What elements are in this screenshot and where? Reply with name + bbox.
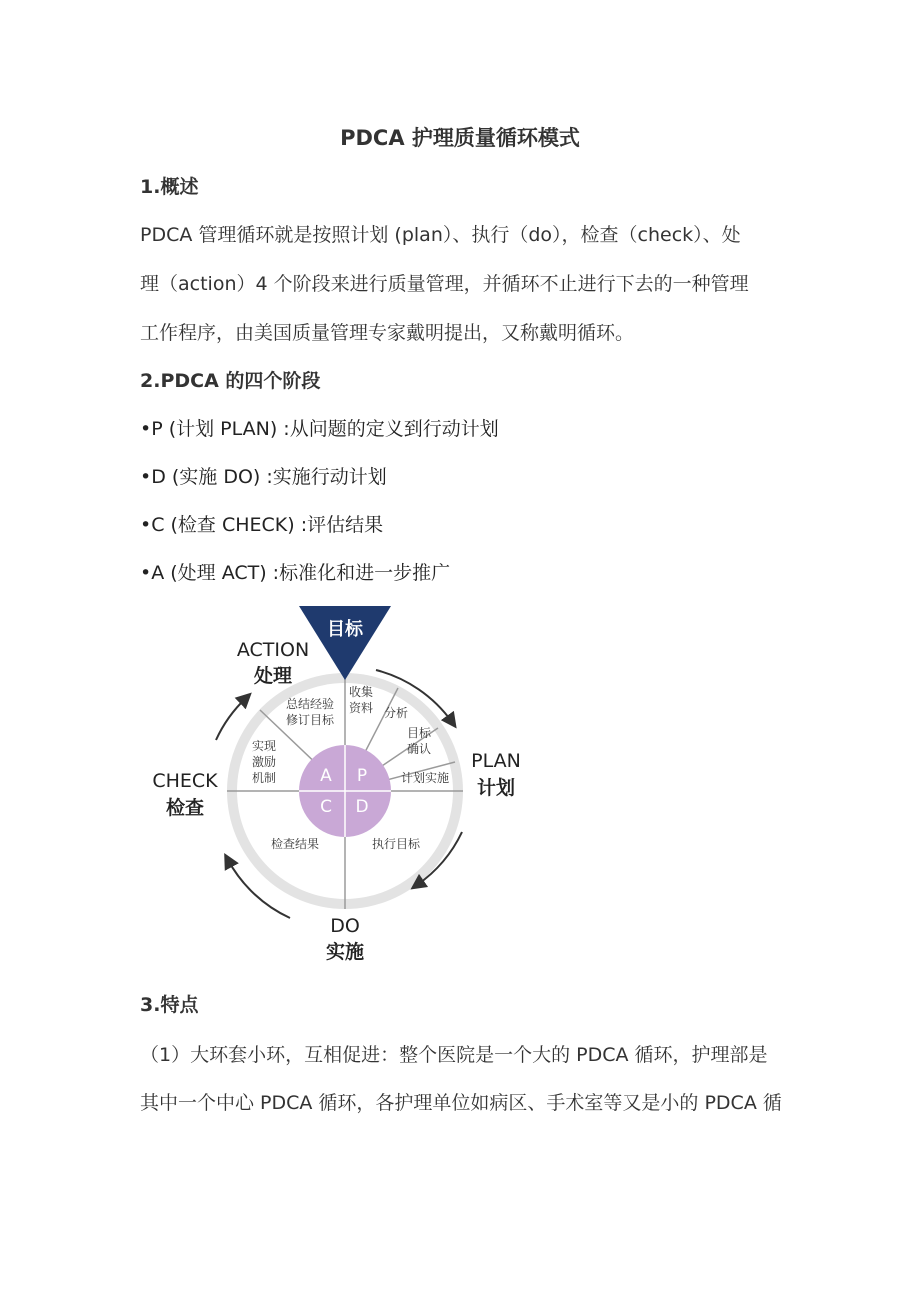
phase-action-cn: 处理 — [253, 665, 293, 687]
section-heading-features: 3.特点 — [140, 994, 199, 1016]
bullet-plan: •P (计划 PLAN) :从问题的定义到行动计划 — [140, 418, 499, 440]
paragraph-line: 工作程序，由美国质量管理专家戴明提出，又称戴明循环。 — [140, 322, 635, 344]
center-letter-c: C — [320, 797, 332, 817]
paragraph-line: （1）大环套小环，互相促进：整个医院是一个大的 PDCA 循环，护理部是 — [140, 1044, 768, 1066]
segment-check-result: 检查结果 — [270, 837, 320, 851]
arrow-to-action — [216, 698, 246, 740]
segment-confirm-1: 目标 — [406, 726, 432, 740]
phase-check-cn: 检查 — [165, 797, 205, 819]
section-heading-stages: 2.PDCA 的四个阶段 — [140, 370, 321, 392]
segment-analyze: 分析 — [383, 706, 409, 720]
segment-summary-2: 修订目标 — [285, 713, 335, 727]
page-title: PDCA 护理质量循环模式 — [340, 126, 580, 150]
segment-incentive-3: 机制 — [251, 771, 277, 785]
phase-plan-en: PLAN — [471, 750, 521, 772]
paragraph-line: 理（action）4 个阶段来进行质量管理，并循环不止进行下去的一种管理 — [140, 273, 749, 295]
segment-summary-1: 总结经验 — [285, 697, 335, 711]
segment-exec-goal: 执行目标 — [371, 837, 421, 851]
pdca-diagram — [140, 600, 540, 970]
segment-collect-2: 资料 — [348, 701, 374, 715]
phase-action-en: ACTION — [236, 639, 310, 661]
center-letter-p: P — [356, 766, 368, 786]
bullet-check: •C (检查 CHECK) :评估结果 — [140, 514, 384, 536]
pdca-diagram-svg — [140, 600, 540, 970]
goal-triangle — [299, 606, 391, 680]
phase-do-en: DO — [330, 915, 360, 937]
paragraph-line: PDCA 管理循环就是按照计划 (plan）、执行（do），检查（check）、处 — [140, 224, 741, 246]
segment-incentive-1: 实现 — [251, 739, 277, 753]
bullet-act: •A (处理 ACT) :标准化和进一步推广 — [140, 562, 451, 584]
segment-plan-impl: 计划实施 — [400, 771, 450, 785]
phase-do-cn: 实施 — [325, 941, 365, 963]
paragraph-line: 其中一个中心 PDCA 循环，各护理单位如病区、手术室等又是小的 PDCA 循 — [140, 1092, 782, 1114]
segment-incentive-2: 激励 — [251, 755, 277, 769]
section-heading-overview: 1.概述 — [140, 176, 199, 198]
segment-confirm-2: 确认 — [406, 742, 432, 756]
bullet-do: •D (实施 DO) :实施行动计划 — [140, 466, 387, 488]
phase-check-en: CHECK — [152, 770, 218, 792]
center-letter-d: D — [355, 797, 369, 817]
segment-collect-1: 收集 — [348, 685, 374, 699]
phase-plan-cn: 计划 — [476, 777, 516, 799]
goal-label: 目标 — [327, 619, 363, 640]
center-letter-a: A — [320, 766, 332, 786]
